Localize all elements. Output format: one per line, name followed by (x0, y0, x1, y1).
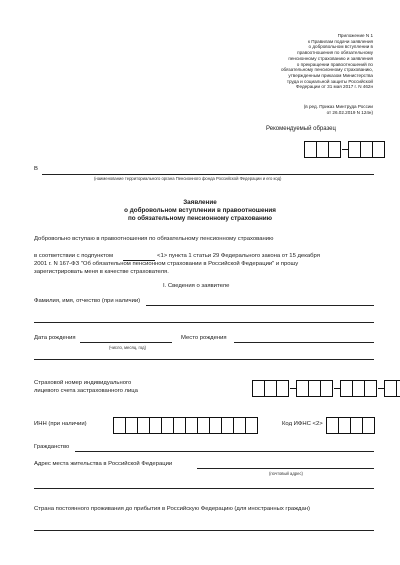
title-line: о добровольном вступлении в правоотношения (124, 207, 276, 215)
section-heading: I. Сведения о заявителе (163, 283, 230, 289)
birth-place-field[interactable] (234, 342, 374, 343)
snils-label-line2: лицевого счета застрахованного лица (34, 388, 138, 394)
full-name-field-continued[interactable] (34, 322, 374, 323)
appendix-line: пенсионному страхованию и заявления (288, 55, 373, 61)
appendix-line: утвержденным приказом Министерства (288, 72, 373, 78)
title-line: Заявление (183, 199, 217, 206)
address-label: Адрес места жительства в Российской Федерации (34, 461, 173, 467)
appendix-line: труда и социальной защиты Российской (286, 78, 373, 84)
snils-cell[interactable] (320, 380, 333, 397)
appendix-header (223, 33, 373, 90)
law-line-3: зарегистрировать меня в качестве страхователя. (34, 269, 169, 275)
law-line-prefix: в соответствии с подпунктом (34, 253, 114, 259)
inn-label: ИНН (при наличии) (34, 421, 87, 427)
authority-caption: (наименование территориального органа Пенсионного фонда Российской Федерации и его код) (94, 176, 282, 181)
code-cell[interactable] (328, 141, 341, 158)
ifns-boxes (326, 417, 375, 434)
inn-boxes (113, 417, 258, 434)
intro-text: Добровольно вступаю в правоотношения по обязательному пенсионному страхованию (34, 236, 274, 242)
ifns-cell[interactable] (362, 417, 375, 434)
residence-country-label: Страна постоянного проживания до прибытия в Российскую Федерацию (для иностранных граждан) (34, 506, 310, 512)
full-name-field[interactable] (146, 305, 374, 306)
address-field[interactable] (197, 468, 374, 469)
residence-country-field[interactable] (34, 530, 374, 531)
ifns-code-label: Код ИФНС <2> (282, 421, 323, 427)
document-title (70, 199, 330, 224)
snils-boxes (252, 380, 400, 397)
recommended-sample-label: Рекомендуемый образец (266, 126, 336, 132)
appendix-line: к Правилам подачи заявления (308, 38, 373, 44)
law-line-2: 2001 г. N 167-ФЗ "Об обязательном пенсионном страховании в Российской Федерации" и прошу (34, 261, 299, 267)
appendix-line: о прекращении правоотношений по (296, 61, 373, 67)
appendix-line: правоотношения по обязательному (297, 50, 373, 56)
sample-code-boxes (304, 141, 385, 158)
appendix-line: Федерации от 31 мая 2017 г. N 462н (296, 84, 373, 90)
postcode-hint: (почтовый адрес) (269, 471, 303, 476)
citizenship-field[interactable] (75, 451, 374, 452)
address-field-continued[interactable] (34, 488, 374, 489)
snils-label-line1: Страховой номер индивидуального (34, 380, 132, 386)
appendix-line: Приложение N 1 (337, 33, 373, 38)
code-cell[interactable] (372, 141, 385, 158)
snils-cell[interactable] (364, 380, 377, 397)
birth-date-hint: (число, месяц, год) (109, 345, 146, 350)
birth-place-field-continued[interactable] (34, 359, 374, 360)
appendix-line: обязательному пенсионному страхованию, (280, 67, 373, 73)
inn-cell[interactable] (245, 417, 258, 434)
snils-cell[interactable] (396, 380, 400, 397)
law-line-suffix: <1> пункта 1 статьи 29 Федерального закона от 15 декабря (157, 253, 320, 259)
full-name-label: Фамилия, имя, отчество (при наличии) (34, 298, 141, 304)
birth-place-label: Место рождения (181, 335, 227, 341)
amendment-line: от 26.02.2019 N 124н) (326, 109, 373, 115)
appendix-line: о добровольном вступлении в (308, 44, 373, 50)
citizenship-label: Гражданство (34, 444, 70, 450)
amendment-note (223, 104, 373, 115)
snils-cell[interactable] (276, 380, 289, 397)
amendment-line: (в ред. Приказ Минтруда России (303, 104, 373, 109)
birth-date-label: Дата рождения (34, 335, 76, 341)
title-line: по обязательному пенсионному страхованию (127, 215, 273, 223)
to-label: В (34, 166, 38, 172)
birth-date-field[interactable] (80, 342, 172, 343)
authority-line[interactable] (42, 174, 374, 175)
